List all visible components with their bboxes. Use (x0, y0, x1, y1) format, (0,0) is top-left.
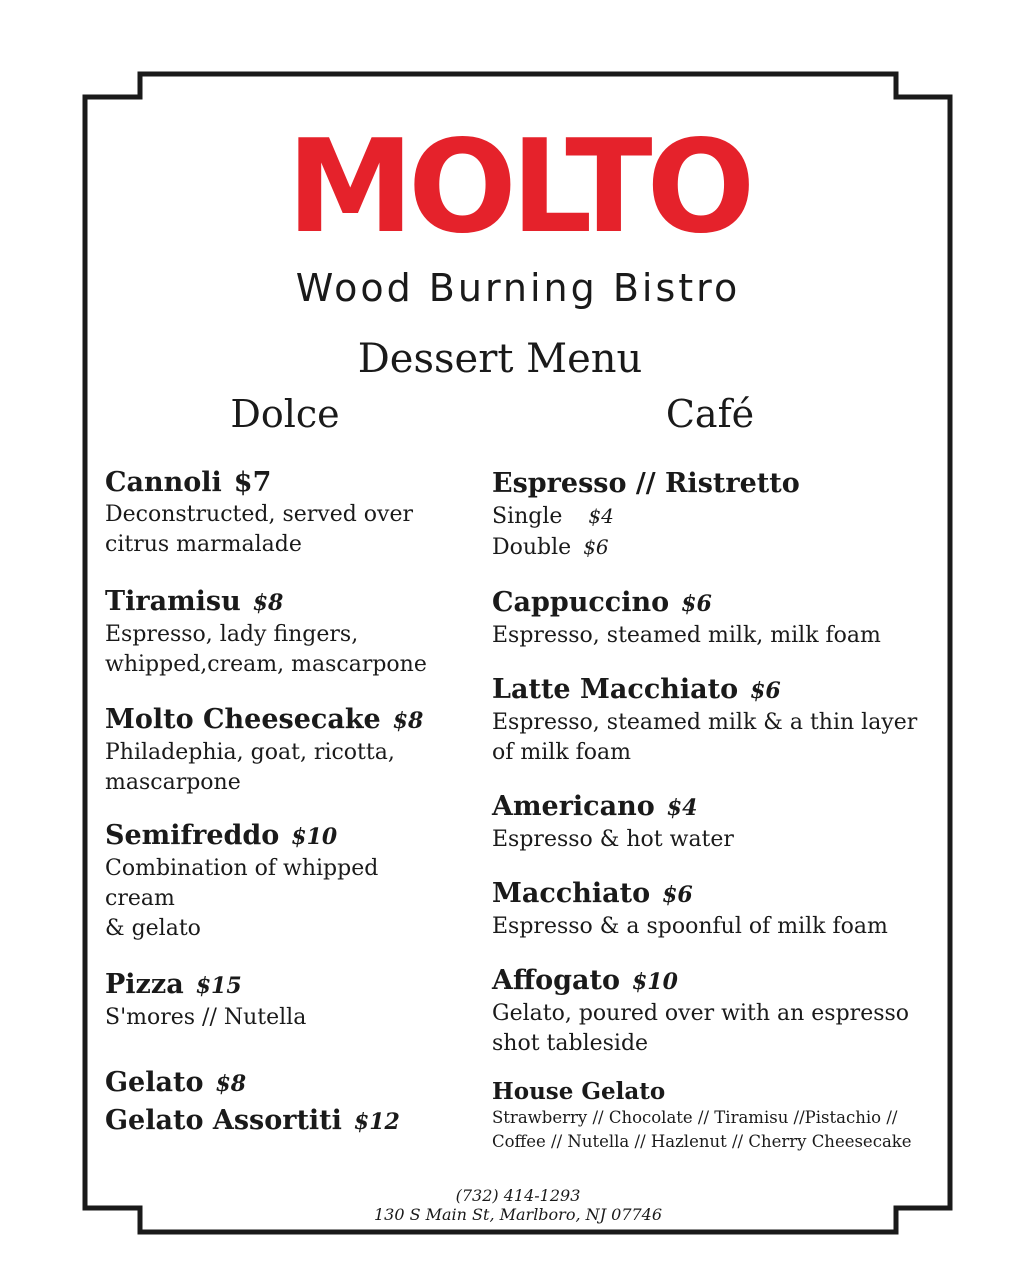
house-gelato-title: House Gelato (492, 1078, 666, 1105)
item-description: Combination of whipped (105, 856, 379, 881)
item-price: $6 (662, 882, 693, 908)
item-name: Affogato (492, 965, 620, 996)
dessert-item (105, 1104, 545, 1139)
item-name: Molto Cheesecake (105, 704, 381, 735)
item-description: Espresso & a spoonful of milk foam (492, 914, 888, 939)
cafe-item (492, 586, 932, 651)
item-description: cream (105, 886, 175, 911)
item-description: Deconstructed, served over (105, 502, 414, 527)
item-description: Espresso, lady fingers, (105, 622, 359, 647)
brand-tagline: Wood Burning Bistro (295, 266, 741, 310)
item-name: Americano (492, 791, 655, 822)
dessert-item (105, 703, 545, 798)
brand-logo: MOLTO (286, 113, 750, 262)
item-name: Semifreddo (105, 820, 280, 851)
item-name: Cannoli (105, 467, 222, 498)
item-description: citrus marmalade (105, 532, 302, 557)
dessert-item (105, 968, 545, 1033)
item-description: Gelato, poured over with an espresso (492, 1001, 910, 1026)
option-row (492, 501, 932, 532)
item-name: Pizza (105, 969, 184, 1000)
option-row (492, 532, 932, 563)
item-price: $8 (252, 590, 284, 616)
item-description: Espresso & hot water (492, 827, 734, 852)
house-gelato-flavors: Coffee // Nutella // Hazlenut // Cherry Cheesecake (492, 1132, 912, 1151)
item-description: of milk foam (492, 740, 632, 765)
item-description: S'mores // Nutella (105, 1005, 307, 1030)
house-gelato-flavors: Strawberry // Chocolate // Tiramisu //Pistachio // (492, 1108, 898, 1127)
cafe-item (492, 964, 932, 1059)
house-gelato (492, 1078, 932, 1154)
item-name: Cappuccino (492, 587, 670, 618)
option-label: Double (492, 535, 572, 560)
item-name: Macchiato (492, 878, 651, 909)
option-price: $4 (588, 504, 614, 528)
item-name: Espresso // Ristretto (492, 468, 800, 499)
dessert-item (105, 466, 545, 560)
item-name: Tiramisu (105, 586, 241, 617)
cafe-item (492, 877, 932, 942)
cafe-item (492, 673, 932, 768)
dessert-item (105, 585, 545, 680)
item-description: mascarpone (105, 770, 241, 795)
item-description: shot tableside (492, 1031, 649, 1056)
item-price: $12 (353, 1109, 400, 1135)
item-name: Gelato Assortiti (105, 1105, 342, 1136)
dolce-heading: Dolce (230, 392, 340, 436)
cafe-heading: Café (665, 392, 755, 436)
item-description: & gelato (105, 916, 201, 941)
item-name: Gelato (105, 1067, 204, 1098)
menu-title: Dessert Menu (357, 336, 643, 382)
item-price: $6 (750, 678, 781, 704)
footer-phone: (732) 414-1293 (455, 1186, 581, 1205)
item-price: $15 (195, 973, 242, 999)
item-price: $6 (681, 591, 712, 617)
item-price: $10 (631, 969, 678, 995)
option-label: Single (492, 504, 563, 529)
item-price: $4 (666, 795, 698, 821)
footer-address: 130 S Main St, Marlboro, NJ 07746 (373, 1205, 663, 1224)
cafe-item (492, 467, 932, 563)
dessert-item (105, 1066, 545, 1101)
item-price: $10 (291, 824, 338, 850)
item-name: Latte Macchiato (492, 674, 739, 705)
item-description: Espresso, steamed milk & a thin layer (492, 710, 918, 735)
item-price: $8 (392, 708, 424, 734)
item-price: $8 (215, 1071, 247, 1097)
item-price: $7 (233, 467, 272, 498)
item-description: whipped,cream, mascarpone (105, 652, 427, 677)
option-price: $6 (583, 535, 609, 559)
item-description: Philadephia, goat, ricotta, (105, 740, 395, 765)
cafe-item (492, 790, 932, 855)
item-description: Espresso, steamed milk, milk foam (492, 623, 881, 648)
dessert-item (105, 819, 545, 944)
